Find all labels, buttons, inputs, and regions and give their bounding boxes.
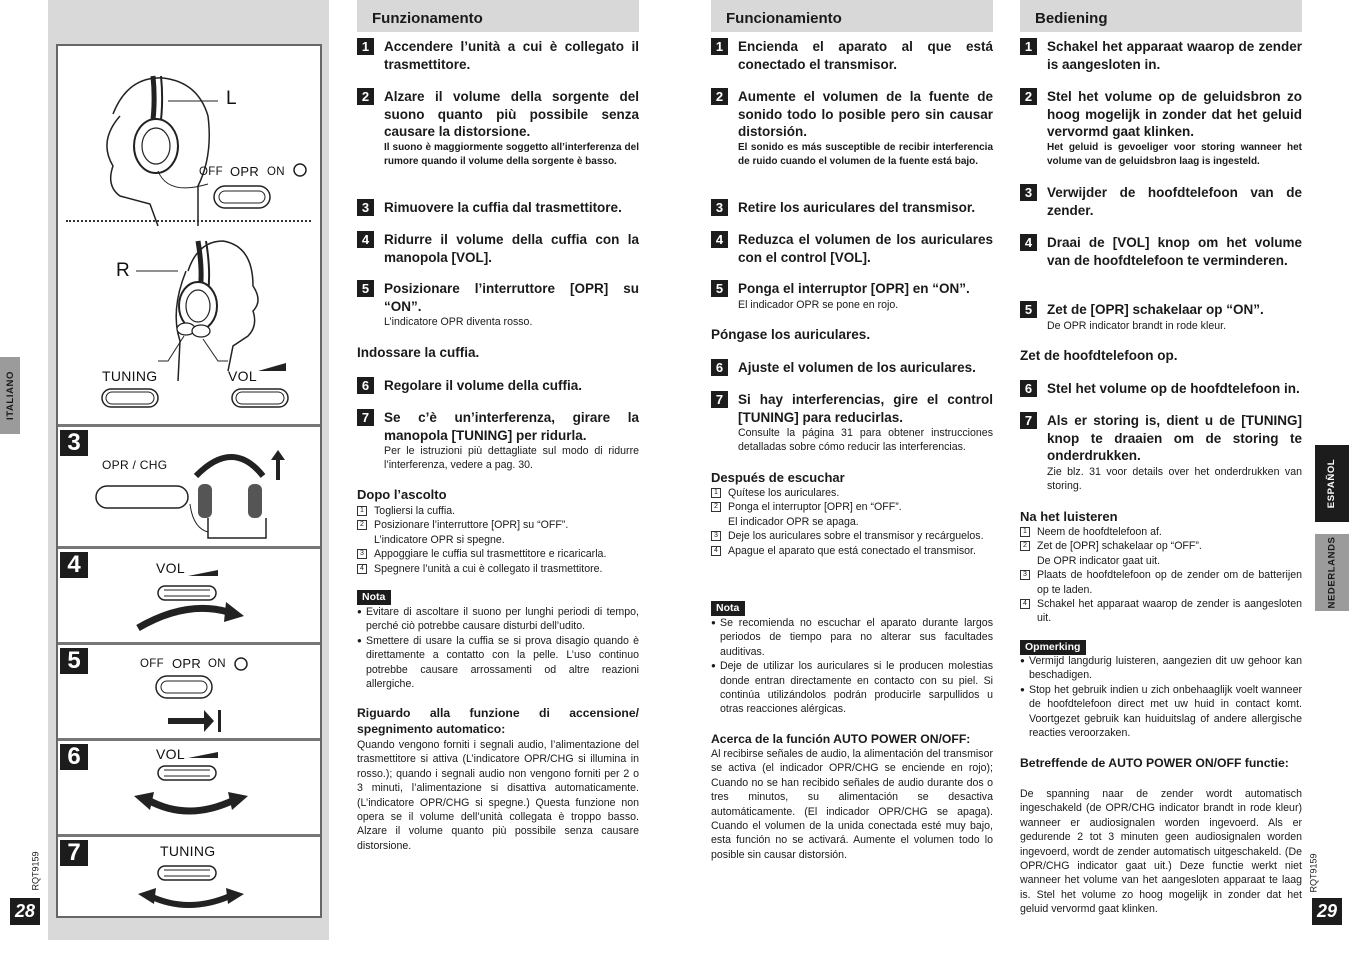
step-7: 7 Si hay interferencias, gire el control [TUNING] para reducirlas. Consulte la página 31 para obtener instrucciones detalladas sobre cómo reducir las interferencias. (711, 391, 993, 455)
off-label: OFF (199, 166, 223, 178)
after-listening-list (357, 504, 639, 576)
list-item: 2 Ponga el interruptor [OPR] en “OFF”. El indicador OPR se apaga. (711, 500, 993, 529)
vol-label-4: VOL (156, 560, 185, 576)
dutch-column (1020, 0, 1302, 916)
left-label: L (226, 88, 237, 109)
step-2: 2 Aumente el volumen de la fuente de sonido todo lo posible pero sin causar distorsión. El sonido es más susceptible de recibir interferencia de ruido cuando el volumen de la fuente está bajo. (711, 88, 993, 169)
list-item: 1 Togliersi la cuffia. (357, 504, 639, 518)
wear-instruction: Póngase los auriculares. (711, 327, 871, 342)
list-item: 4 Schakel het apparaat waarop de zender is aangesloten uit. (1020, 597, 1302, 626)
section-title: Funcionamiento (711, 0, 993, 32)
figure-divider (58, 738, 320, 741)
step-1: 1 Accendere l’unità a cui è collegato il trasmettitore. (357, 38, 639, 73)
section-title: Funzionamento (357, 0, 639, 32)
figure-step-4-badge: 4 (60, 552, 88, 578)
step-2: 2 Stel het volume op de geluidsbron zo hoog mogelijk in zonder dat het geluid vervormd gaat klinken. Het geluid is gevoeliger voor storing wanneer het volume van de geluidsbron laag is ingesteld. (1020, 88, 1302, 169)
page-number-right: 29 (1312, 898, 1342, 925)
list-item: 2 Posizionare l’interruttore [OPR] su “OFF”. L’indicatore OPR si spegne. (357, 518, 639, 547)
after-listening-title: Después de escuchar (711, 470, 845, 485)
step-6: 6 Stel het volume op de hoofdtelefoon in. (1020, 380, 1302, 398)
italian-column (357, 0, 639, 852)
list-item: 1 Quítese los auriculares. (711, 486, 993, 500)
wear-instruction: Zet de hoofdtelefoon op. (1020, 348, 1178, 363)
list-item: 3 Deje los auriculares sobre el transmisor y recárguelos. (711, 529, 993, 543)
step-3: 3 Retire los auriculares del transmisor. (711, 199, 993, 217)
auto-power-title: Acerca de la función AUTO POWER ON/OFF: (711, 732, 971, 746)
step-5: 5 Zet de [OPR] schakelaar op “ON”. De OPR indicator brandt in rode kleur. (1020, 301, 1302, 333)
figure-divider (58, 834, 320, 837)
step-5: 5 Posizionare l’interruttore [OPR] su “ON”. L’indicatore OPR diventa rosso. (357, 280, 639, 329)
step-3: 3 Rimuovere la cuffia dal trasmettitore. (357, 199, 639, 217)
after-listening-list (711, 486, 993, 558)
step-4: 4 Ridurre il volume della cuffia con la manopola [VOL]. (357, 231, 639, 266)
auto-power-text: De spanning naar de zender wordt automatisch ingeschakeld (de OPR/CHG indicator brandt in rode kleur) wanneer er audiosignalen worden ingevoerd. Als er gedurende 2 tot 3 minuten geen audiosignalen worden ingevoerd, wordt de zender automatisch uitgeschakeld. (De OPR/CHG indicator gaat uit.) Deze functie werkt niet wanneer het volume van het aangesloten apparaat te laag is. Stel het volume zo hoog mogelijk in zonder dat het geluid vervormd gaat klinken. (1020, 788, 1302, 916)
figure-panel (56, 44, 322, 918)
right-label: R (116, 260, 131, 281)
vol-knob-adjust-illustration (58, 742, 320, 834)
note-item: ● Smettere di usare la cuffia se si prova disagio quando è direttamente a contatto con la pelle. L’uso continuo potrebbe causare arrossamenti od altre reazioni allergiche. (357, 634, 639, 692)
step-1: 1 Schakel het apparaat waarop de zender is aangesloten in. (1020, 38, 1302, 73)
headphone-left-illustration (58, 46, 320, 226)
tab-espanol: ESPAÑOL (1315, 445, 1349, 522)
figure-step-7-badge: 7 (60, 840, 88, 866)
note-label: Nota (357, 590, 391, 605)
figure-step-6-badge: 6 (60, 744, 88, 770)
after-listening-title: Na het luisteren (1020, 509, 1118, 524)
note-label: Nota (711, 601, 745, 616)
step-7: 7 Als er storing is, dient u de [TUNING] knop te draaien om de storing te onderdrukken. Zie blz. 31 voor details over het onderdrukken van storing. (1020, 412, 1302, 493)
transmitter-charging-illustration (58, 428, 320, 546)
opr-label-5: OPR (172, 656, 202, 671)
list-item: 4 Apague el aparato que está conectado el transmisor. (711, 544, 993, 558)
after-listening-title: Dopo l’ascolto (357, 487, 447, 502)
note-item: ● Deje de utilizar los auriculares si le producen molestias donde entran directamente en contacto con su piel. Si continúa utilizándolos podrán producirle sarpullidos u otras reacciones alérgicas. (711, 659, 993, 717)
list-item: 2 Zet de [OPR] schakelaar op “OFF”. De OPR indicator gaat uit. (1020, 539, 1302, 568)
step-6: 6 Ajuste el volumen de los auriculares. (711, 359, 993, 377)
auto-power-text: Al recibirse señales de audio, la alimentación del transmisor se activa (el indicador OPR/CHG se enciende en rojo); Cuando no se han recibido señales de audio durante dos o tres minutos, su alimentación se desactiva automáticamente. (El indicador OPR/CHG se apaga). Cuando el volumen de la unida conectada esté muy bajo, esta función no se activará. Aumente el volumen todo lo posible sin causar distorsión. (711, 748, 993, 861)
step-1: 1 Encienda el aparato al que está conectado el transmisor. (711, 38, 993, 73)
list-item: 3 Appoggiare le cuffia sul trasmettitore e ricaricarla. (357, 547, 639, 561)
note-item: ● Vermijd langdurig luisteren, aangezien dit uw gehoor kan beschadigen. (1020, 654, 1302, 683)
step-4: 4 Reduzca el volumen de los auriculares con el control [VOL]. (711, 231, 993, 266)
rqt-code-left: RQT9159 (31, 851, 41, 891)
auto-power-title: Riguardo alla funzione di accensione/ spegnimento automatico: (357, 706, 639, 736)
wear-instruction: Indossare la cuffia. (357, 345, 480, 360)
note-item: ● Evitare di ascoltare il suono per lunghi periodi di tempo, perché ciò potrebbe causare disturbi dell’udito. (357, 605, 639, 634)
list-item: 1 Neem de hoofdtelefoon af. (1020, 525, 1302, 539)
tuning-knob-illustration (58, 838, 320, 916)
after-listening-list (1020, 525, 1302, 626)
step-7: 7 Se c’è un’interferenza, girare la manopola [TUNING] per ridurla. Per le istruzioni più dettagliate sul modo di ridurre l’interferenza, vedere a pag. 30. (357, 409, 639, 473)
tab-italiano: ITALIANO (0, 357, 20, 434)
list-item: 4 Spegnere l’unità a cui è collegato il trasmettitore. (357, 562, 639, 576)
vol-label: VOL (228, 368, 257, 384)
tab-nederlands: NEDERLANDS (1315, 534, 1349, 611)
note-label: Opmerking (1020, 640, 1086, 655)
opr-switch-on-illustration (58, 646, 320, 738)
section-title: Bediening (1020, 0, 1302, 32)
step-4: 4 Draai de [VOL] knop om het volume van de hoofdtelefoon te verminderen. (1020, 234, 1302, 269)
spanish-column (711, 0, 993, 861)
auto-power-text: Quando vengono forniti i segnali audio, l’alimentazione del trasmettitore si attiva (L’indicatore OPR/CHG si illumina in rosso.); quando i segnali audio non vengono forniti per 2 o 3 minuti, l’alimentazione si disattiva automaticamente. (L’indicatore OPR/CHG si spegne.) Questa funzione non opera se il volume dell’unità collegata è troppo basso. Alzare il volume quanto più possibile senza causare distorsione. (357, 739, 639, 852)
vol-knob-decrease-illustration (58, 550, 320, 642)
page-number-left: 28 (10, 898, 40, 925)
figure-divider (58, 642, 320, 645)
note-list (1020, 654, 1302, 740)
dotted-divider (66, 220, 311, 222)
step-5: 5 Ponga el interruptor [OPR] en “ON”. El indicador OPR se pone en rojo. (711, 280, 993, 312)
figure-step-5-badge: 5 (60, 648, 88, 674)
note-list (711, 616, 993, 717)
tuning-label: TUNING (102, 368, 158, 384)
step-2: 2 Alzare il volume della sorgente del suono quanto più possibile senza causare la distorsione. Il suono è maggiormente soggetto all’interferenza del rumore quando il volume della sorgente è basso. (357, 88, 639, 169)
note-item: ● Stop het gebruik indien u zich onbehaaglijk voelt wanneer de hoofdtelefoon direct met uw huid in contact komt. Voortgezet gebruik kan huiduitslag of andere allergische reacties veroorzaken. (1020, 683, 1302, 741)
headphone-right-illustration (58, 231, 320, 426)
on-label-5: ON (208, 658, 226, 670)
opr-label: OPR (230, 164, 260, 179)
step-6: 6 Regolare il volume della cuffia. (357, 377, 639, 395)
note-item: ● Se recomienda no escuchar el aparato durante largos periodos de tiempo para no alterar sus facultades auditivas. (711, 616, 993, 659)
rqt-code-right: RQT9159 (1309, 853, 1319, 893)
opr-chg-label: OPR / CHG (102, 458, 168, 472)
on-label: ON (267, 166, 285, 178)
step-3: 3 Verwijder de hoofdtelefoon van de zender. (1020, 184, 1302, 219)
figure-divider (58, 546, 320, 549)
off-label-5: OFF (140, 658, 164, 670)
auto-power-title: Betreffende de AUTO POWER ON/OFF functie: (1020, 756, 1289, 770)
note-list (357, 605, 639, 691)
tuning-label-7: TUNING (160, 843, 216, 859)
figure-step-3-badge: 3 (60, 430, 88, 456)
list-item: 3 Plaats de hoofdtelefoon op de zender om de batterijen op te laden. (1020, 568, 1302, 597)
figure-divider (58, 424, 320, 427)
vol-label-6: VOL (156, 746, 185, 762)
